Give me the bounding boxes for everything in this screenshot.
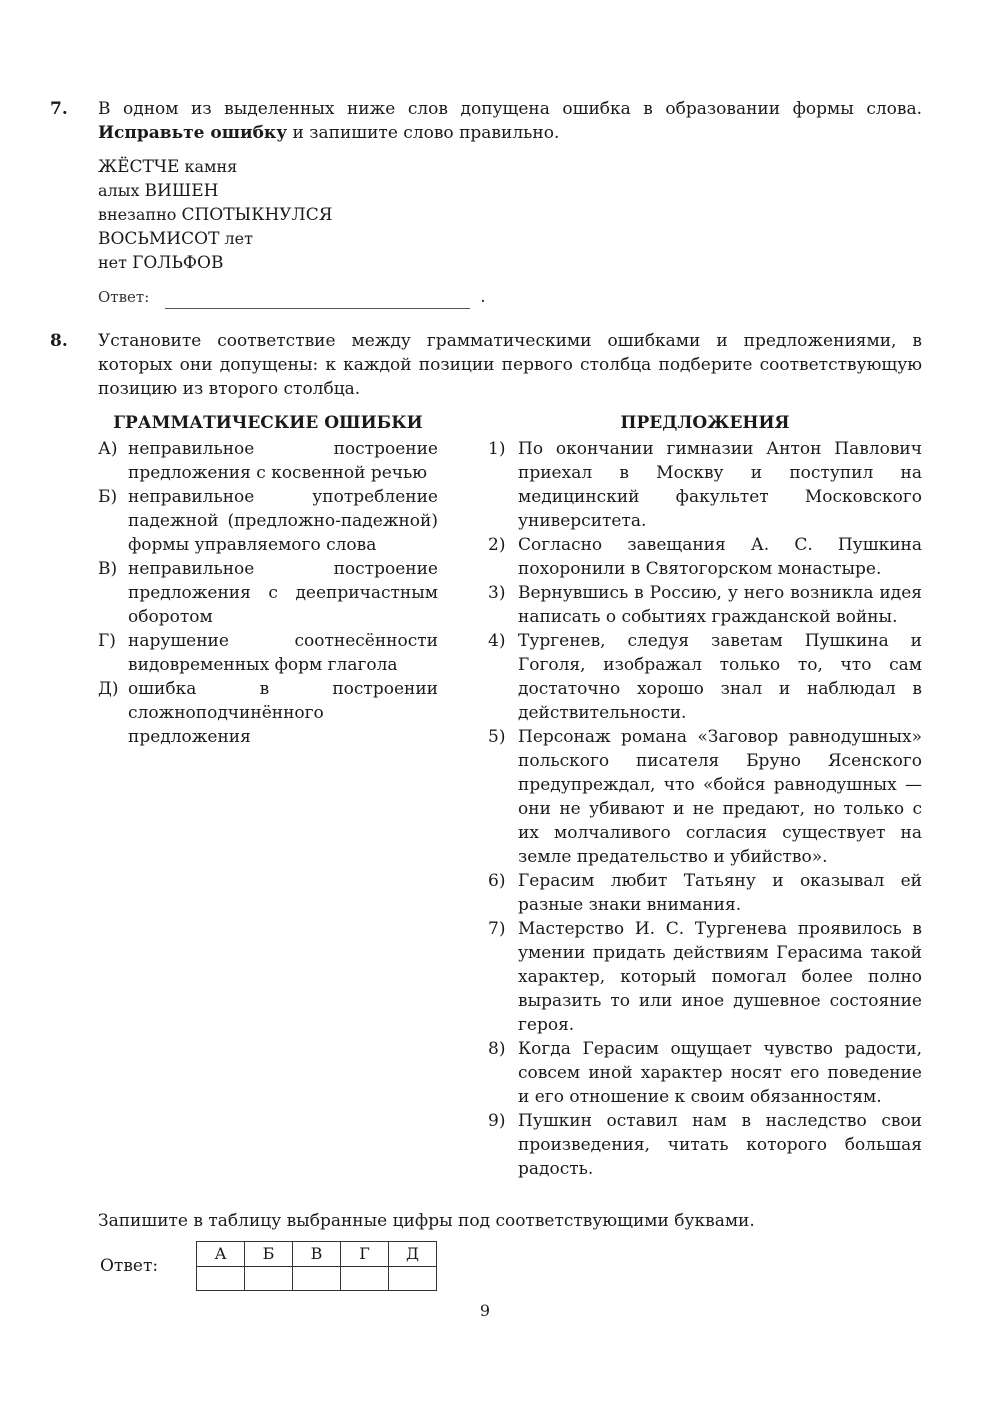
error-text: ошибка в построении сложноподчинённого предложения xyxy=(128,679,438,747)
answer-cell-d[interactable] xyxy=(389,1267,437,1291)
answer-cell-g[interactable] xyxy=(341,1267,389,1291)
sentence-marker: 2) xyxy=(488,535,506,555)
sentence-item xyxy=(488,581,922,629)
answer-table-header: А xyxy=(197,1242,245,1267)
word-highlight: ЖЁСТЧЕ xyxy=(98,157,180,177)
word-list xyxy=(98,155,922,275)
task-number: 7. xyxy=(50,99,68,119)
error-item xyxy=(98,437,438,485)
word-item xyxy=(98,179,922,203)
errors-heading: ГРАММАТИЧЕСКИЕ ОШИБКИ xyxy=(113,413,423,433)
error-item xyxy=(98,677,438,749)
errors-column xyxy=(98,411,438,749)
sentence-marker: 4) xyxy=(488,631,506,651)
word-highlight: СПОТЫКНУЛСЯ xyxy=(181,205,333,225)
answer-cell-v[interactable] xyxy=(293,1267,341,1291)
error-item xyxy=(98,557,438,629)
prompt-rest: и запишите слово правильно. xyxy=(287,123,560,143)
sentence-marker: 7) xyxy=(488,919,506,939)
sentence-item xyxy=(488,917,922,1037)
error-marker: Б) xyxy=(98,487,118,507)
task-prompt-line-2 xyxy=(98,121,922,145)
sentence-text: Когда Герасим ощущает чувство радости, совсем иной характер носят его поведение и его отношение к своим обязанностям. xyxy=(518,1039,922,1107)
answer-cell-a[interactable] xyxy=(197,1267,245,1291)
answer-dot: . xyxy=(480,287,486,307)
word-item xyxy=(98,155,922,179)
word-highlight: ВИШЕН xyxy=(144,181,219,201)
sentence-text: Мастерство И. С. Тургенева проявилось в умении придать действиям Герасима такой характер, который помогал более полно выразить то или иное душевное состояние героя. xyxy=(518,919,922,1035)
sentence-marker: 6) xyxy=(488,871,506,891)
sentence-item xyxy=(488,1109,922,1181)
answer-cell-b[interactable] xyxy=(245,1267,293,1291)
sentence-item xyxy=(488,437,922,533)
answer-label: Ответ: xyxy=(98,288,150,306)
word-context: камня xyxy=(179,157,238,176)
error-marker: В) xyxy=(98,559,118,579)
sentence-text: По окончании гимназии Антон Павлович приехал в Москву и поступил на медицинский факультет Московского университета. xyxy=(518,439,922,531)
answer-table-header: Г xyxy=(341,1242,389,1267)
word-context: алых xyxy=(98,181,145,200)
answer-table-header: Д xyxy=(389,1242,437,1267)
word-item xyxy=(98,227,922,251)
word-context: внезапно xyxy=(98,205,182,224)
sentence-marker: 8) xyxy=(488,1039,506,1059)
sentence-item xyxy=(488,869,922,917)
sentence-marker: 5) xyxy=(488,727,506,747)
sentence-text: Тургенев, следуя заветам Пушкина и Гоголя, изображал только то, что сам достаточно хорошо знал и наблюдал в действительности. xyxy=(518,631,922,723)
answer-row xyxy=(98,285,922,309)
error-text: неправильное построение предложения с косвенной речью xyxy=(128,439,438,483)
sentence-text: Персонаж романа «Заговор равнодушных» польского писателя Бруно Ясенского предупреждал, что «бойся равнодушных — они не убивают и не предают, но только с их молчаливого согласия существует на земле предательство и убийство». xyxy=(518,727,922,867)
table-instruction: Запишите в таблицу выбранные цифры под соответствующими буквами. xyxy=(98,1211,755,1231)
error-marker: Г) xyxy=(98,631,116,651)
answer-label: Ответ: xyxy=(100,1256,159,1276)
sentence-item xyxy=(488,1037,922,1109)
sentence-text: Герасим любит Татьяну и оказывал ей разные знаки внимания. xyxy=(518,871,922,915)
answer-table-header: Б xyxy=(245,1242,293,1267)
error-item xyxy=(98,629,438,677)
answer-table-input-row xyxy=(197,1267,437,1291)
sentences-column xyxy=(488,411,922,1181)
answer-table-header: В xyxy=(293,1242,341,1267)
answer-field[interactable] xyxy=(165,290,470,309)
error-marker: Д) xyxy=(98,679,119,699)
error-text: неправильное построение предложения с деепричастным оборотом xyxy=(128,559,438,627)
task-body xyxy=(98,97,922,309)
sentence-item xyxy=(488,725,922,869)
answer-table-header-row xyxy=(197,1242,437,1267)
task-prompt-line-1: В одном из выделенных ниже слов допущена ошибка в образовании формы слова. xyxy=(98,99,922,119)
word-context: нет xyxy=(98,253,133,272)
word-item xyxy=(98,203,922,227)
word-item xyxy=(98,251,922,275)
sentence-marker: 9) xyxy=(488,1111,506,1131)
task-prompt: Установите соответствие между грамматическими ошибками и предложениями, в которых они допущены: к каждой позиции первого столбца подберите соответствующую позицию из второго столбца. xyxy=(98,331,922,399)
error-item xyxy=(98,485,438,557)
answer-table xyxy=(196,1241,437,1291)
task-number: 8. xyxy=(50,331,68,351)
sentence-text: Вернувшись в Россию, у него возникла идея написать о событиях гражданской войны. xyxy=(518,583,922,627)
sentence-marker: 1) xyxy=(488,439,506,459)
error-marker: А) xyxy=(98,439,118,459)
word-context: лет xyxy=(219,229,253,248)
word-highlight: ГОЛЬФОВ xyxy=(132,253,224,273)
sentence-item xyxy=(488,533,922,581)
answer-table-row xyxy=(100,1241,437,1291)
sentence-text: Пушкин оставил нам в наследство свои произведения, читать которого большая радость. xyxy=(518,1111,922,1179)
task-body xyxy=(98,329,922,1179)
error-text: нарушение соотнесённости видовременных форм глагола xyxy=(128,631,438,675)
word-highlight: ВОСЬМИСОТ xyxy=(98,229,220,249)
sentences-heading: ПРЕДЛОЖЕНИЯ xyxy=(620,413,790,433)
sentence-item xyxy=(488,629,922,725)
prompt-bold: Исправьте ошибку xyxy=(98,123,288,143)
page-number: 9 xyxy=(479,1301,491,1320)
sentence-marker: 3) xyxy=(488,583,506,603)
error-text: неправильное употребление падежной (предложно-падежной) формы управляемого слова xyxy=(128,487,438,555)
sentence-text: Согласно завещания А. С. Пушкина похоронили в Святогорском монастыре. xyxy=(518,535,922,579)
